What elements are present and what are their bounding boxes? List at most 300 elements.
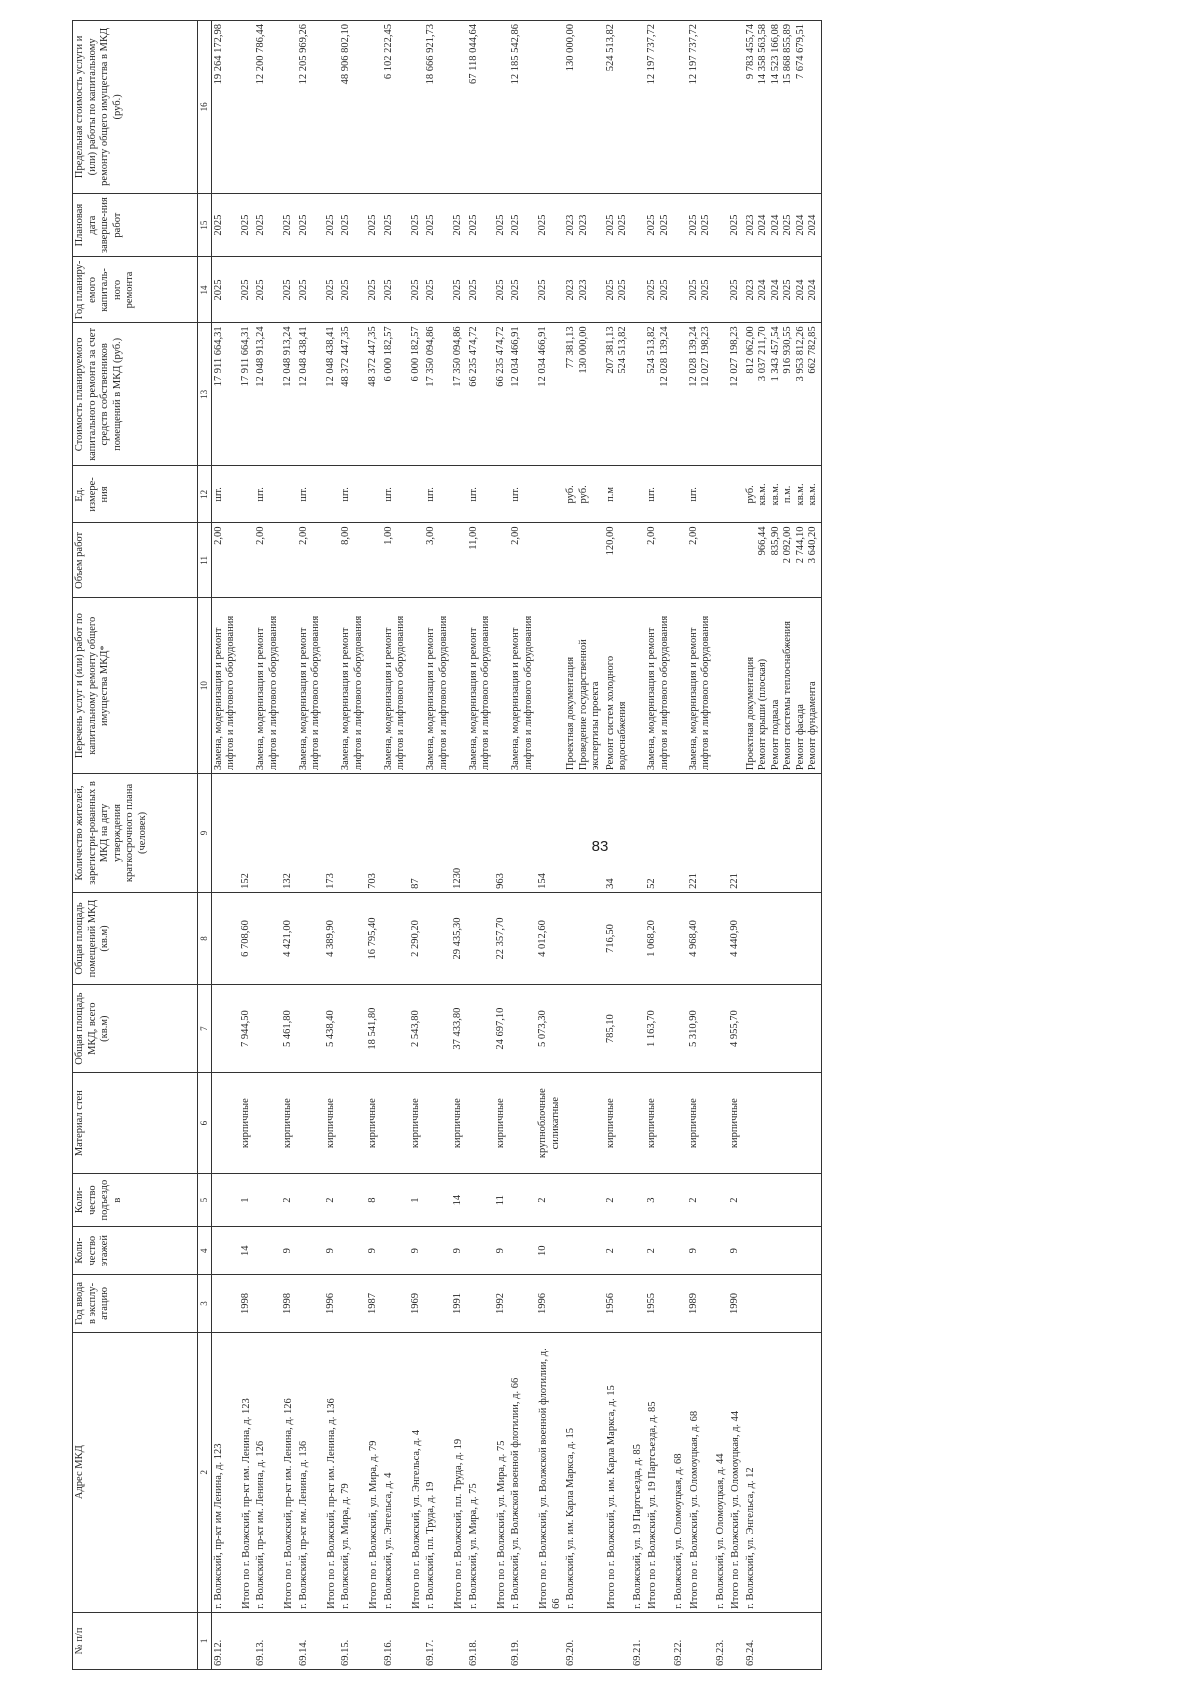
- table-row: [424, 21, 451, 1670]
- address-cell: Итого по г. Волжский, ул. Волжской военной флотилии, д. 66: [536, 1332, 564, 1612]
- work-list-cell: Замена, модернизация и ремонт лифтов и лифтового оборудования: [297, 598, 324, 774]
- residents-cell: [467, 774, 494, 893]
- completion-date-cell: 2025: [451, 193, 467, 257]
- premises-area-cell: 4 421,00: [281, 892, 297, 984]
- floors-cell: 9: [324, 1227, 340, 1275]
- cost-limit-cell: [324, 21, 340, 194]
- floors-cell: 2: [604, 1227, 631, 1275]
- cost-limit-cell: [366, 21, 382, 194]
- planned-cost-cell: 6 000 182,57: [409, 323, 425, 466]
- column-number: 7: [198, 985, 212, 1073]
- work-list-cell: [631, 598, 646, 774]
- floors-cell: 2: [645, 1227, 672, 1275]
- row-number-cell: 69.15.: [339, 1612, 366, 1669]
- year-built-cell: 1955: [645, 1275, 672, 1332]
- year-built-cell: [467, 1275, 494, 1332]
- premises-area-cell: [564, 892, 604, 984]
- wall-material-cell: [254, 1073, 281, 1174]
- floors-cell: 9: [451, 1227, 467, 1275]
- planned-cost-cell: [631, 323, 646, 466]
- premises-area-cell: 29 435,30: [451, 892, 467, 984]
- residents-cell: 132: [281, 774, 297, 893]
- entrances-cell: [467, 1174, 494, 1227]
- residents-cell: 173: [324, 774, 340, 893]
- total-row: [604, 21, 631, 1670]
- address-cell: Итого по г. Волжский, ул. им. Карла Маркса, д. 15: [604, 1332, 631, 1612]
- work-list-cell: Замена, модернизация и ремонт лифтов и лифтового оборудования: [687, 598, 714, 774]
- row-number-cell: 69.13.: [254, 1612, 281, 1669]
- column-number: 5: [198, 1174, 212, 1227]
- cost-limit-cell: 67 118 044,64: [467, 21, 494, 194]
- column-number: 10: [198, 598, 212, 774]
- entrances-cell: [211, 1174, 239, 1227]
- completion-date-cell: [672, 193, 687, 257]
- entrances-cell: [254, 1174, 281, 1227]
- premises-area-cell: [714, 892, 729, 984]
- total-area-cell: 7 944,50: [239, 985, 255, 1073]
- entrances-cell: [424, 1174, 451, 1227]
- total-area-cell: 5 461,80: [281, 985, 297, 1073]
- residents-cell: 52: [645, 774, 672, 893]
- wall-material-cell: [339, 1073, 366, 1174]
- completion-date-cell: 2025: [254, 193, 281, 257]
- work-list-cell: Замена, модернизация и ремонт лифтов и лифтового оборудования: [424, 598, 451, 774]
- work-volume-cell: 966,44 835,90 2 092,00 2 744,10 3 640,20: [744, 523, 822, 598]
- floors-cell: 9: [281, 1227, 297, 1275]
- completion-date-cell: 2025: [297, 193, 324, 257]
- work-volume-cell: [536, 523, 564, 598]
- total-area-cell: [424, 985, 451, 1073]
- residents-cell: [424, 774, 451, 893]
- year-built-cell: [509, 1275, 536, 1332]
- row-number-cell: 69.16.: [382, 1612, 409, 1669]
- completion-date-cell: 2025: [536, 193, 564, 257]
- table-row: [564, 21, 604, 1670]
- floors-cell: [382, 1227, 409, 1275]
- premises-area-cell: [339, 892, 366, 984]
- year-built-cell: 1996: [536, 1275, 564, 1332]
- table-row: [672, 21, 687, 1670]
- total-row: [536, 21, 564, 1670]
- column-number: 8: [198, 892, 212, 984]
- total-area-cell: 18 541,80: [366, 985, 382, 1073]
- work-volume-cell: 8,00: [339, 523, 366, 598]
- row-number-cell: [687, 1612, 714, 1669]
- total-area-cell: 37 433,80: [451, 985, 467, 1073]
- entrances-cell: 11: [494, 1174, 510, 1227]
- column-number: 11: [198, 523, 212, 598]
- address-cell: г. Волжский, пр-кт им. Ленина, д. 136: [297, 1332, 324, 1612]
- completion-date-cell: 2025: [211, 193, 239, 257]
- floors-cell: 9: [409, 1227, 425, 1275]
- year-built-cell: [424, 1275, 451, 1332]
- unit-cell: руб. кв.м. кв.м. п.м. кв.м. кв.м.: [744, 466, 822, 523]
- unit-cell: [714, 466, 729, 523]
- residents-cell: [631, 774, 646, 893]
- total-row: [494, 21, 510, 1670]
- total-area-cell: 5 438,40: [324, 985, 340, 1073]
- work-volume-cell: [631, 523, 646, 598]
- planned-cost-cell: 6 000 182,57: [382, 323, 409, 466]
- cost-limit-cell: [536, 21, 564, 194]
- wall-material-cell: [509, 1073, 536, 1174]
- row-number-cell: 69.21.: [631, 1612, 646, 1669]
- wall-material-cell: [424, 1073, 451, 1174]
- year-built-cell: [631, 1275, 646, 1332]
- residents-cell: 34: [604, 774, 631, 893]
- residents-cell: [297, 774, 324, 893]
- completion-date-cell: 2025: [467, 193, 494, 257]
- wall-material-cell: кирпичные: [451, 1073, 467, 1174]
- row-number-cell: 69.19.: [509, 1612, 536, 1669]
- planned-cost-cell: 12 048 913,24: [254, 323, 281, 466]
- column-number: 1: [198, 1612, 212, 1669]
- work-list-cell: [324, 598, 340, 774]
- year-built-cell: 1990: [728, 1275, 744, 1332]
- floors-cell: [509, 1227, 536, 1275]
- work-list-cell: [451, 598, 467, 774]
- header-cell: Адрес МКД: [73, 1332, 198, 1612]
- address-cell: Итого по г. Волжский, пр-кт им. Ленина, д. 126: [281, 1332, 297, 1612]
- header-cell: № п/п: [73, 1612, 198, 1669]
- wall-material-cell: кирпичные: [604, 1073, 631, 1174]
- total-row: [728, 21, 744, 1670]
- address-cell: г. Волжский, ул. Энгельса, д. 4: [382, 1332, 409, 1612]
- table-row: [509, 21, 536, 1670]
- wall-material-cell: [744, 1073, 822, 1174]
- wall-material-cell: кирпичные: [409, 1073, 425, 1174]
- planned-year-cell: 2025: [509, 257, 536, 323]
- address-cell: г. Волжский, ул. Оломоуцкая, д. 44: [714, 1332, 729, 1612]
- row-number-cell: 69.12.: [211, 1612, 239, 1669]
- header-cell: Коли-чество подъездо в: [73, 1174, 198, 1227]
- entrances-cell: [672, 1174, 687, 1227]
- premises-area-cell: [467, 892, 494, 984]
- year-built-cell: [564, 1275, 604, 1332]
- total-area-cell: [672, 985, 687, 1073]
- work-volume-cell: [281, 523, 297, 598]
- planned-cost-cell: 48 372 447,35: [339, 323, 366, 466]
- unit-cell: [324, 466, 340, 523]
- work-list-cell: [239, 598, 255, 774]
- cost-limit-cell: [239, 21, 255, 194]
- address-cell: г. Волжский, пл. Труда, д. 19: [424, 1332, 451, 1612]
- wall-material-cell: [211, 1073, 239, 1174]
- work-list-cell: Замена, модернизация и ремонт лифтов и лифтового оборудования: [467, 598, 494, 774]
- unit-cell: [281, 466, 297, 523]
- residents-cell: 87: [409, 774, 425, 893]
- completion-date-cell: 2023 2023: [564, 193, 604, 257]
- table-row: [254, 21, 281, 1670]
- header-cell: Общая площадь помещений МКД (кв.м): [73, 892, 198, 984]
- work-list-cell: [672, 598, 687, 774]
- total-row: [451, 21, 467, 1670]
- residents-cell: [211, 774, 239, 893]
- entrances-cell: 1: [409, 1174, 425, 1227]
- total-area-cell: 4 955,70: [728, 985, 744, 1073]
- premises-area-cell: 22 357,70: [494, 892, 510, 984]
- work-volume-cell: 2,00: [509, 523, 536, 598]
- work-volume-cell: 3,00: [424, 523, 451, 598]
- planned-year-cell: 2025: [211, 257, 239, 323]
- completion-date-cell: 2025: [281, 193, 297, 257]
- work-list-cell: Замена, модернизация и ремонт лифтов и лифтового оборудования: [254, 598, 281, 774]
- row-number-cell: [604, 1612, 631, 1669]
- table-row: [382, 21, 409, 1670]
- premises-area-cell: [672, 892, 687, 984]
- unit-cell: шт.: [509, 466, 536, 523]
- planned-year-cell: [672, 257, 687, 323]
- planned-year-cell: 2025: [494, 257, 510, 323]
- year-built-cell: 1998: [239, 1275, 255, 1332]
- cost-limit-cell: 18 666 921,73: [424, 21, 451, 194]
- residents-cell: 154: [536, 774, 564, 893]
- row-number-cell: [451, 1612, 467, 1669]
- year-built-cell: 1996: [324, 1275, 340, 1332]
- year-built-cell: 1969: [409, 1275, 425, 1332]
- unit-cell: [366, 466, 382, 523]
- row-number-cell: [645, 1612, 672, 1669]
- total-area-cell: [254, 985, 281, 1073]
- planned-year-cell: 2025: [536, 257, 564, 323]
- header-cell: Предельная стоимость услуги и (или) работы по капитальному ремонту общего имущества в МКД (руб.): [73, 21, 198, 194]
- work-volume-cell: 120,00: [604, 523, 631, 598]
- floors-cell: [254, 1227, 281, 1275]
- wall-material-cell: [672, 1073, 687, 1174]
- row-number-cell: [536, 1612, 564, 1669]
- unit-cell: шт.: [424, 466, 451, 523]
- column-number: 14: [198, 257, 212, 323]
- planned-cost-cell: 17 911 664,31: [239, 323, 255, 466]
- total-area-cell: [714, 985, 729, 1073]
- total-row: [645, 21, 672, 1670]
- address-cell: Итого по г. Волжский, ул. Оломоуцкая, д. 68: [687, 1332, 714, 1612]
- floors-cell: [339, 1227, 366, 1275]
- header-cell: Общая площадь МКД, всего (кв.м): [73, 985, 198, 1073]
- total-area-cell: 24 697,10: [494, 985, 510, 1073]
- work-volume-cell: [564, 523, 604, 598]
- wall-material-cell: кирпичные: [728, 1073, 744, 1174]
- cost-limit-cell: 12 197 737,72: [687, 21, 714, 194]
- premises-area-cell: [424, 892, 451, 984]
- residents-cell: [339, 774, 366, 893]
- table-row: [744, 21, 822, 1670]
- row-number-cell: 69.24.: [744, 1612, 822, 1669]
- column-number: 12: [198, 466, 212, 523]
- wall-material-cell: [564, 1073, 604, 1174]
- total-row: [687, 21, 714, 1670]
- completion-date-cell: 2025 2025: [604, 193, 631, 257]
- wall-material-cell: [297, 1073, 324, 1174]
- rotated-sheet: [72, 20, 1197, 1670]
- wall-material-cell: кирпичные: [366, 1073, 382, 1174]
- residents-cell: 152: [239, 774, 255, 893]
- entrances-cell: 2: [324, 1174, 340, 1227]
- year-built-cell: 1956: [604, 1275, 631, 1332]
- wall-material-cell: [631, 1073, 646, 1174]
- planned-cost-cell: 77 381,13 130 000,00: [564, 323, 604, 466]
- cost-limit-cell: 9 783 455,74 14 358 563,58 14 523 166,08 15 868 855,89 7 674 679,51: [744, 21, 822, 194]
- work-volume-cell: [366, 523, 382, 598]
- entrances-cell: 8: [366, 1174, 382, 1227]
- floors-cell: [631, 1227, 646, 1275]
- address-cell: г. Волжский, ул. Мира, д. 79: [339, 1332, 366, 1612]
- total-row: [281, 21, 297, 1670]
- planned-cost-cell: 12 028 139,24 12 027 198,23: [687, 323, 714, 466]
- cost-limit-cell: [409, 21, 425, 194]
- residents-cell: 221: [687, 774, 714, 893]
- row-number-cell: 69.18.: [467, 1612, 494, 1669]
- planned-year-cell: 2025: [239, 257, 255, 323]
- unit-cell: шт.: [645, 466, 672, 523]
- planned-year-cell: 2025: [451, 257, 467, 323]
- floors-cell: 14: [239, 1227, 255, 1275]
- header-row: [73, 21, 198, 1670]
- planned-cost-cell: 207 381,13 524 513,82: [604, 323, 631, 466]
- entrances-cell: [631, 1174, 646, 1227]
- work-list-cell: Ремонт систем холодного водоснабжения: [604, 598, 631, 774]
- column-number: 16: [198, 21, 212, 194]
- planned-year-cell: 2025: [339, 257, 366, 323]
- work-list-cell: [281, 598, 297, 774]
- total-area-cell: [467, 985, 494, 1073]
- table-row: [297, 21, 324, 1670]
- work-volume-cell: [728, 523, 744, 598]
- work-volume-cell: 1,00: [382, 523, 409, 598]
- entrances-cell: [714, 1174, 729, 1227]
- planned-year-cell: 2025: [324, 257, 340, 323]
- unit-cell: шт.: [467, 466, 494, 523]
- column-number: 3: [198, 1275, 212, 1332]
- cost-limit-cell: [631, 21, 646, 194]
- unit-cell: [536, 466, 564, 523]
- address-cell: г. Волжский, ул. Оломоуцкая, д. 68: [672, 1332, 687, 1612]
- work-volume-cell: 2,00: [297, 523, 324, 598]
- row-number-cell: [366, 1612, 382, 1669]
- work-volume-cell: [451, 523, 467, 598]
- row-number-cell: 69.20.: [564, 1612, 604, 1669]
- row-number-cell: 69.23.: [714, 1612, 729, 1669]
- total-area-cell: [631, 985, 646, 1073]
- capital-repair-table: [72, 20, 822, 1670]
- wall-material-cell: [382, 1073, 409, 1174]
- planned-cost-cell: 812 062,00 3 037 211,70 1 343 457,54 916 930,55 3 953 812,26 662 782,85: [744, 323, 822, 466]
- row-number-cell: [239, 1612, 255, 1669]
- completion-date-cell: 2025: [494, 193, 510, 257]
- planned-cost-cell: 48 372 447,35: [366, 323, 382, 466]
- work-volume-cell: [324, 523, 340, 598]
- premises-area-cell: [211, 892, 239, 984]
- work-volume-cell: [672, 523, 687, 598]
- planned-year-cell: [714, 257, 729, 323]
- wall-material-cell: кирпичные: [645, 1073, 672, 1174]
- year-built-cell: [382, 1275, 409, 1332]
- unit-cell: шт.: [382, 466, 409, 523]
- residents-cell: [382, 774, 409, 893]
- residents-cell: [744, 774, 822, 893]
- premises-area-cell: 716,50: [604, 892, 631, 984]
- work-list-cell: Замена, модернизация и ремонт лифтов и лифтового оборудования: [339, 598, 366, 774]
- cost-limit-cell: 19 264 172,98: [211, 21, 239, 194]
- floors-cell: 9: [728, 1227, 744, 1275]
- work-volume-cell: [239, 523, 255, 598]
- unit-cell: шт.: [254, 466, 281, 523]
- completion-date-cell: 2025: [382, 193, 409, 257]
- residents-cell: 963: [494, 774, 510, 893]
- header-cell: Объем работ: [73, 523, 198, 598]
- unit-cell: [672, 466, 687, 523]
- completion-date-cell: [714, 193, 729, 257]
- floors-cell: [211, 1227, 239, 1275]
- unit-cell: руб. руб.: [564, 466, 604, 523]
- completion-date-cell: 2025: [409, 193, 425, 257]
- premises-area-cell: [509, 892, 536, 984]
- header-cell: Ед. измере-ния: [73, 466, 198, 523]
- unit-cell: [451, 466, 467, 523]
- work-list-cell: [494, 598, 510, 774]
- header-cell: Год ввода в эксплу-атацию: [73, 1275, 198, 1332]
- premises-area-cell: 2 290,20: [409, 892, 425, 984]
- planned-year-cell: 2025: [728, 257, 744, 323]
- column-number: 4: [198, 1227, 212, 1275]
- table-row: [631, 21, 646, 1670]
- planned-cost-cell: 66 235 474,72: [467, 323, 494, 466]
- address-cell: Итого по г. Волжский, ул. Мира, д. 75: [494, 1332, 510, 1612]
- header-cell: Плановая дата заверше-ния работ: [73, 193, 198, 257]
- unit-cell: шт.: [297, 466, 324, 523]
- premises-area-cell: 4 012,60: [536, 892, 564, 984]
- unit-cell: шт.: [687, 466, 714, 523]
- completion-date-cell: 2025: [324, 193, 340, 257]
- entrances-cell: 14: [451, 1174, 467, 1227]
- address-cell: г. Волжский, пр-кт им Ленина, д. 123: [211, 1332, 239, 1612]
- residents-cell: [672, 774, 687, 893]
- premises-area-cell: [744, 892, 822, 984]
- table-row: [339, 21, 366, 1670]
- cost-limit-cell: 524 513,82: [604, 21, 631, 194]
- floors-cell: [467, 1227, 494, 1275]
- address-cell: Итого по г. Волжский, пр-кт им. Ленина, д. 136: [324, 1332, 340, 1612]
- planned-year-cell: 2025 2025: [645, 257, 672, 323]
- entrances-cell: 2: [281, 1174, 297, 1227]
- planned-cost-cell: 12 034 466,91: [509, 323, 536, 466]
- planned-cost-cell: 12 027 198,23: [728, 323, 744, 466]
- cost-limit-cell: 12 205 969,26: [297, 21, 324, 194]
- cost-limit-cell: [728, 21, 744, 194]
- work-list-cell: [536, 598, 564, 774]
- floors-cell: 9: [687, 1227, 714, 1275]
- work-volume-cell: 2,00: [211, 523, 239, 598]
- wall-material-cell: [467, 1073, 494, 1174]
- column-number: 9: [198, 774, 212, 893]
- floors-cell: [424, 1227, 451, 1275]
- planned-year-cell: 2025: [424, 257, 451, 323]
- planned-cost-cell: 12 048 913,24: [281, 323, 297, 466]
- wall-material-cell: кирпичные: [324, 1073, 340, 1174]
- year-built-cell: [297, 1275, 324, 1332]
- floors-cell: [672, 1227, 687, 1275]
- floors-cell: [744, 1227, 822, 1275]
- planned-year-cell: 2025: [467, 257, 494, 323]
- total-area-cell: 785,10: [604, 985, 631, 1073]
- work-volume-cell: [409, 523, 425, 598]
- unit-cell: шт.: [211, 466, 239, 523]
- work-volume-cell: 2,00: [645, 523, 672, 598]
- residents-cell: [254, 774, 281, 893]
- year-built-cell: 1991: [451, 1275, 467, 1332]
- year-built-cell: 1987: [366, 1275, 382, 1332]
- total-area-cell: 5 310,90: [687, 985, 714, 1073]
